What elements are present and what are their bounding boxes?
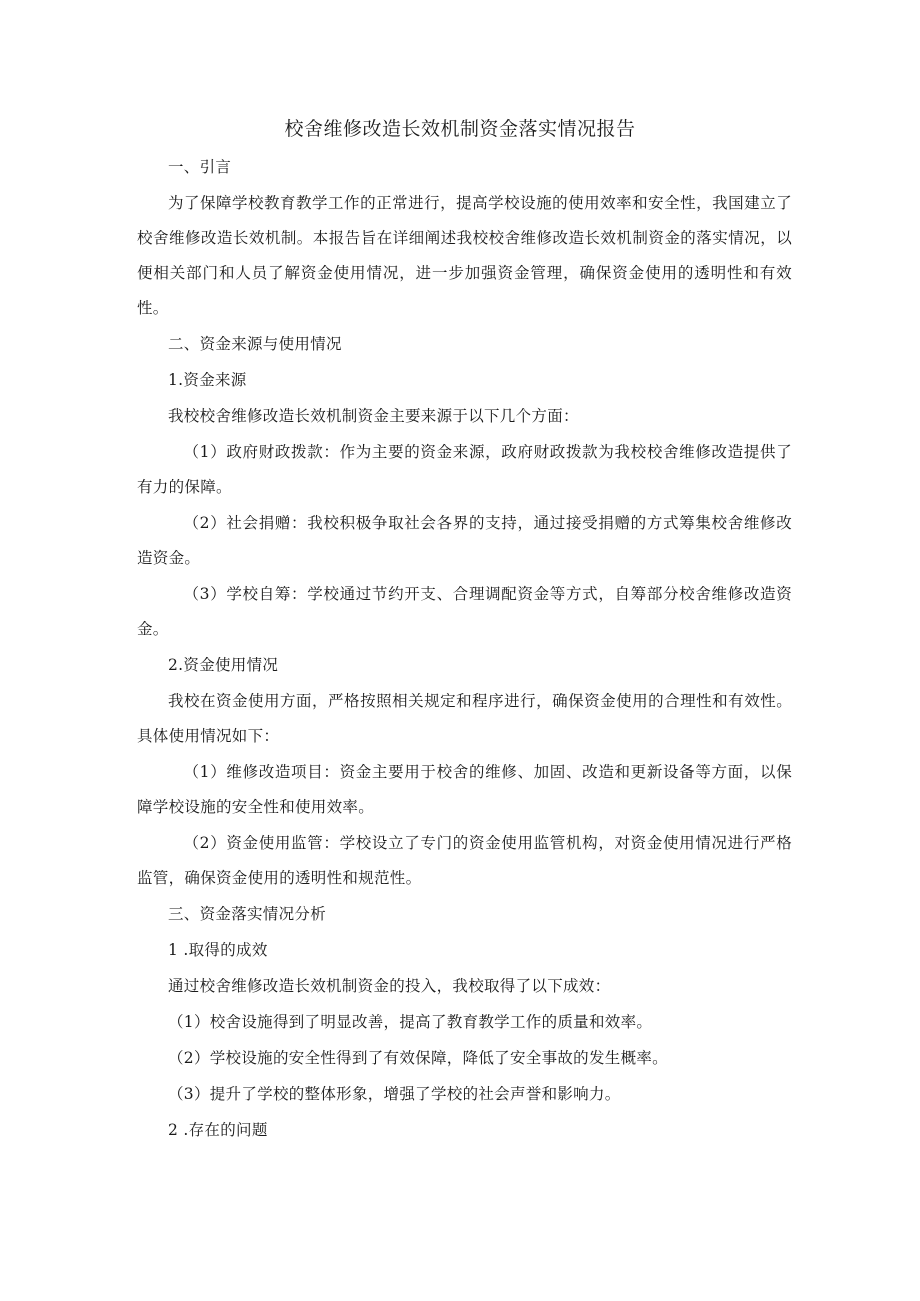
list-item-usage-supervision: （2）资金使用监管：学校设立了专门的资金使用监管机构，对资金使用情况进行严格监管，确保资金使用的透明性和规范性。	[137, 834, 792, 887]
list-item-safety-ensured: （2）学校设施的安全性得到了有效保障，降低了安全事故的发生概率。	[168, 1049, 668, 1067]
paragraph-introduction: 为了保障学校教育教学工作的正常进行，提高学校设施的使用效率和安全性，我国建立了校舍维修改造长效机制。本报告旨在详细阐述我校校舍维修改造长效机制资金的落实情况，以便相关部门和人员了解资金使用情况，进一步加强资金管理，确保资金使用的透明性和有效性。	[137, 194, 792, 317]
document-title: 校舍维修改造长效机制资金落实情况报告	[284, 118, 636, 140]
subheading-existing-problems: 2 .存在的问题	[168, 1121, 268, 1139]
list-item-government-funding: （1）政府财政拨款：作为主要的资金来源，政府财政拨款为我校校舍维修改造提供了有力的保障。	[137, 443, 792, 496]
section-heading-analysis: 三、资金落实情况分析	[168, 905, 327, 923]
list-item-image-enhanced: （3）提升了学校的整体形象，增强了学校的社会声誉和影响力。	[168, 1085, 621, 1103]
section-heading-introduction: 一、引言	[168, 158, 232, 176]
subheading-funding-usage: 2.资金使用情况	[168, 656, 279, 674]
paragraph-funding-usage-intro: 我校在资金使用方面，严格按照相关规定和程序进行，确保资金使用的合理性和有效性。具体使用情况如下：	[137, 692, 792, 745]
list-item-social-donation: （2）社会捐赠：我校积极争取社会各界的支持，通过接受捐赠的方式筹集校舍维修改造资金。	[137, 514, 792, 567]
section-heading-funding: 二、资金来源与使用情况	[168, 335, 342, 353]
paragraph-funding-sources-intro: 我校校舍维修改造长效机制资金主要来源于以下几个方面：	[168, 407, 579, 425]
subheading-funding-sources: 1.资金来源	[168, 371, 247, 389]
list-item-repair-projects: （1）维修改造项目：资金主要用于校舍的维修、加固、改造和更新设备等方面，以保障学校设施的安全性和使用效率。	[137, 763, 792, 816]
list-item-facilities-improved: （1）校舍设施得到了明显改善，提高了教育教学工作的质量和效率。	[168, 1013, 653, 1031]
paragraph-achievements-intro: 通过校舍维修改造长效机制资金的投入，我校取得了以下成效：	[168, 977, 611, 995]
list-item-school-self-funding: （3）学校自筹：学校通过节约开支、合理调配资金等方式，自筹部分校舍维修改造资金。	[137, 585, 792, 638]
document-body	[137, 150, 792, 1149]
subheading-achievements: 1 .取得的成效	[168, 941, 268, 959]
